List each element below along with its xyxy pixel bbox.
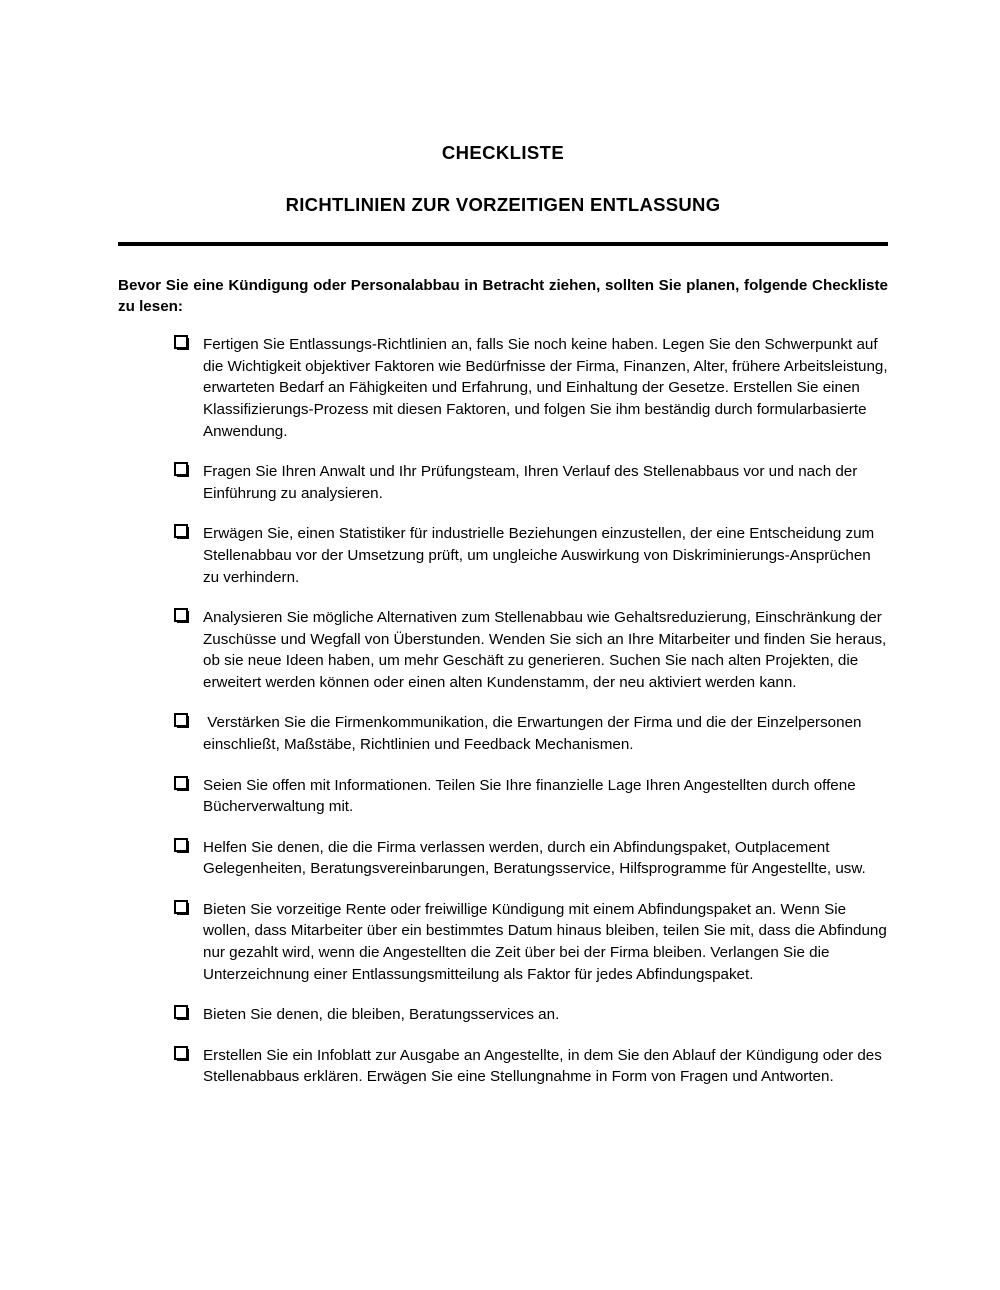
checkbox-outline — [174, 900, 188, 914]
checkbox-empty-icon[interactable] — [174, 335, 189, 350]
checklist-item[interactable] — [174, 775, 888, 818]
checklist-item-text: Verstärken Sie die Firmenkommunikation, die Erwartungen der Firma und die der Einzelpersonen einschließt, Maßstäbe, Richtlinien und Feedback Mechanismen. — [203, 714, 866, 753]
checkbox-empty-icon[interactable] — [174, 524, 189, 539]
checklist-item[interactable] — [174, 1004, 888, 1026]
checklist-item[interactable] — [174, 607, 891, 693]
document-content — [118, 0, 892, 1088]
checklist-item[interactable] — [174, 712, 888, 755]
checklist-item-text: Erwägen Sie, einen Statistiker für industrielle Beziehungen einzustellen, der eine Entscheidung zum Stellenabbau vor der Umsetzung prüft, um ungleiche Auswirkung von Diskriminierungs-Ansprüchen zu verhindern. — [203, 525, 879, 586]
checklist-item-text: Helfen Sie denen, die die Firma verlassen werden, durch ein Abfindungspaket, Outplacement Gelegenheiten, Beratungsvereinbarungen, Beratungsservice, Hilfsprogramme für Angestellte, usw. — [203, 838, 866, 878]
checkbox-empty-icon[interactable] — [174, 838, 189, 853]
checkbox-outline — [174, 524, 188, 538]
checklist-item-text: Analysieren Sie mögliche Alternativen zum Stellenabbau wie Gehaltsreduzierung, Einschränkung der Zuschüsse und Wegfall von Überstunden. Wenden Sie sich an Ihre Mitarbeiter und finden Sie heraus, ob sie neue Ideen haben, um mehr Geschäft zu generieren. Suchen Sie nach alten Projekten, die erweitert werden können oder einen alten Kundenstamm, der neu aktiviert werden kann. — [203, 609, 891, 691]
checklist-item[interactable] — [174, 334, 892, 442]
intro-paragraph: Bevor Sie eine Kündigung oder Personalabbau in Betracht ziehen, sollten Sie planen, folgende Checkliste zu lesen: — [118, 277, 888, 316]
checklist-item[interactable] — [174, 899, 892, 985]
checkbox-outline — [174, 776, 188, 790]
checkbox-outline — [174, 1046, 188, 1060]
checklist — [174, 334, 892, 1088]
checklist-item[interactable] — [174, 523, 888, 588]
checkbox-outline — [174, 1005, 188, 1019]
checkbox-empty-icon[interactable] — [174, 462, 189, 477]
checklist-item-text: Bieten Sie denen, die bleiben, Beratungsservices an. — [203, 1006, 560, 1024]
checklist-item[interactable] — [174, 1045, 888, 1088]
checkbox-empty-icon[interactable] — [174, 1005, 189, 1020]
document-title: CHECKLISTE — [441, 142, 565, 163]
checkbox-empty-icon[interactable] — [174, 713, 189, 728]
checklist-item-text: Fragen Sie Ihren Anwalt und Ihr Prüfungsteam, Ihren Verlauf des Stellenabbaus vor und nach der Einführung zu analysieren. — [203, 463, 862, 502]
checkbox-outline — [174, 713, 188, 727]
checklist-item-text: Seien Sie offen mit Informationen. Teilen Sie Ihre finanzielle Lage Ihren Angestellten durch offene Bücherverwaltung mit. — [203, 776, 860, 816]
checkbox-outline — [174, 838, 188, 852]
checkbox-empty-icon[interactable] — [174, 608, 189, 623]
checkbox-outline — [174, 608, 188, 622]
checkbox-empty-icon[interactable] — [174, 900, 189, 915]
checkbox-empty-icon[interactable] — [174, 776, 189, 791]
checkbox-outline — [174, 462, 188, 476]
checklist-item-text: Bieten Sie vorzeitige Rente oder freiwillige Kündigung mit einem Abfindungspaket an. Wenn Sie wollen, dass Mitarbeiter über ein bestimmtes Datum hinaus bleiben, teilen Sie mit, dass die Abfindung nur gezahlt wird, wenn die Angestellten die Zeit über bei der Firma bleiben. Verlangen Sie die Unterzeichnung einer Entlassungsmitteilung als Faktor für jedes Abfindungspaket. — [203, 900, 892, 983]
checkbox-outline — [174, 335, 188, 349]
checklist-item-text: Fertigen Sie Entlassungs-Richtlinien an, falls Sie noch keine haben. Legen Sie den Schwerpunkt auf die Wichtigkeit objektiver Faktoren wie Bedürfnisse der Firma, Finanzen, Alter, frühere Arbeitsleistung, erwarteten Bedarf an Fähigkeiten und Erfahrung, und Einhaltung der Gesetze. Erstellen Sie einen Klassifizierungs-Prozess mit diesen Faktoren, und folgen Sie ihm beständig durch formularbasierte Anwendung. — [203, 336, 892, 440]
checklist-item[interactable] — [174, 837, 888, 880]
checklist-item[interactable] — [174, 461, 888, 504]
checklist-item-text: Erstellen Sie ein Infoblatt zur Ausgabe an Angestellte, in dem Sie den Ablauf der Kündigung oder des Stellenabbaus erklären. Erwägen Sie eine Stellungnahme in Form von Fragen und Antworten. — [203, 1046, 887, 1086]
document-subtitle: RICHTLINIEN ZUR VORZEITIGEN ENTLASSUNG — [285, 194, 721, 216]
checkbox-empty-icon[interactable] — [174, 1046, 189, 1061]
horizontal-rule-divider — [118, 242, 888, 246]
